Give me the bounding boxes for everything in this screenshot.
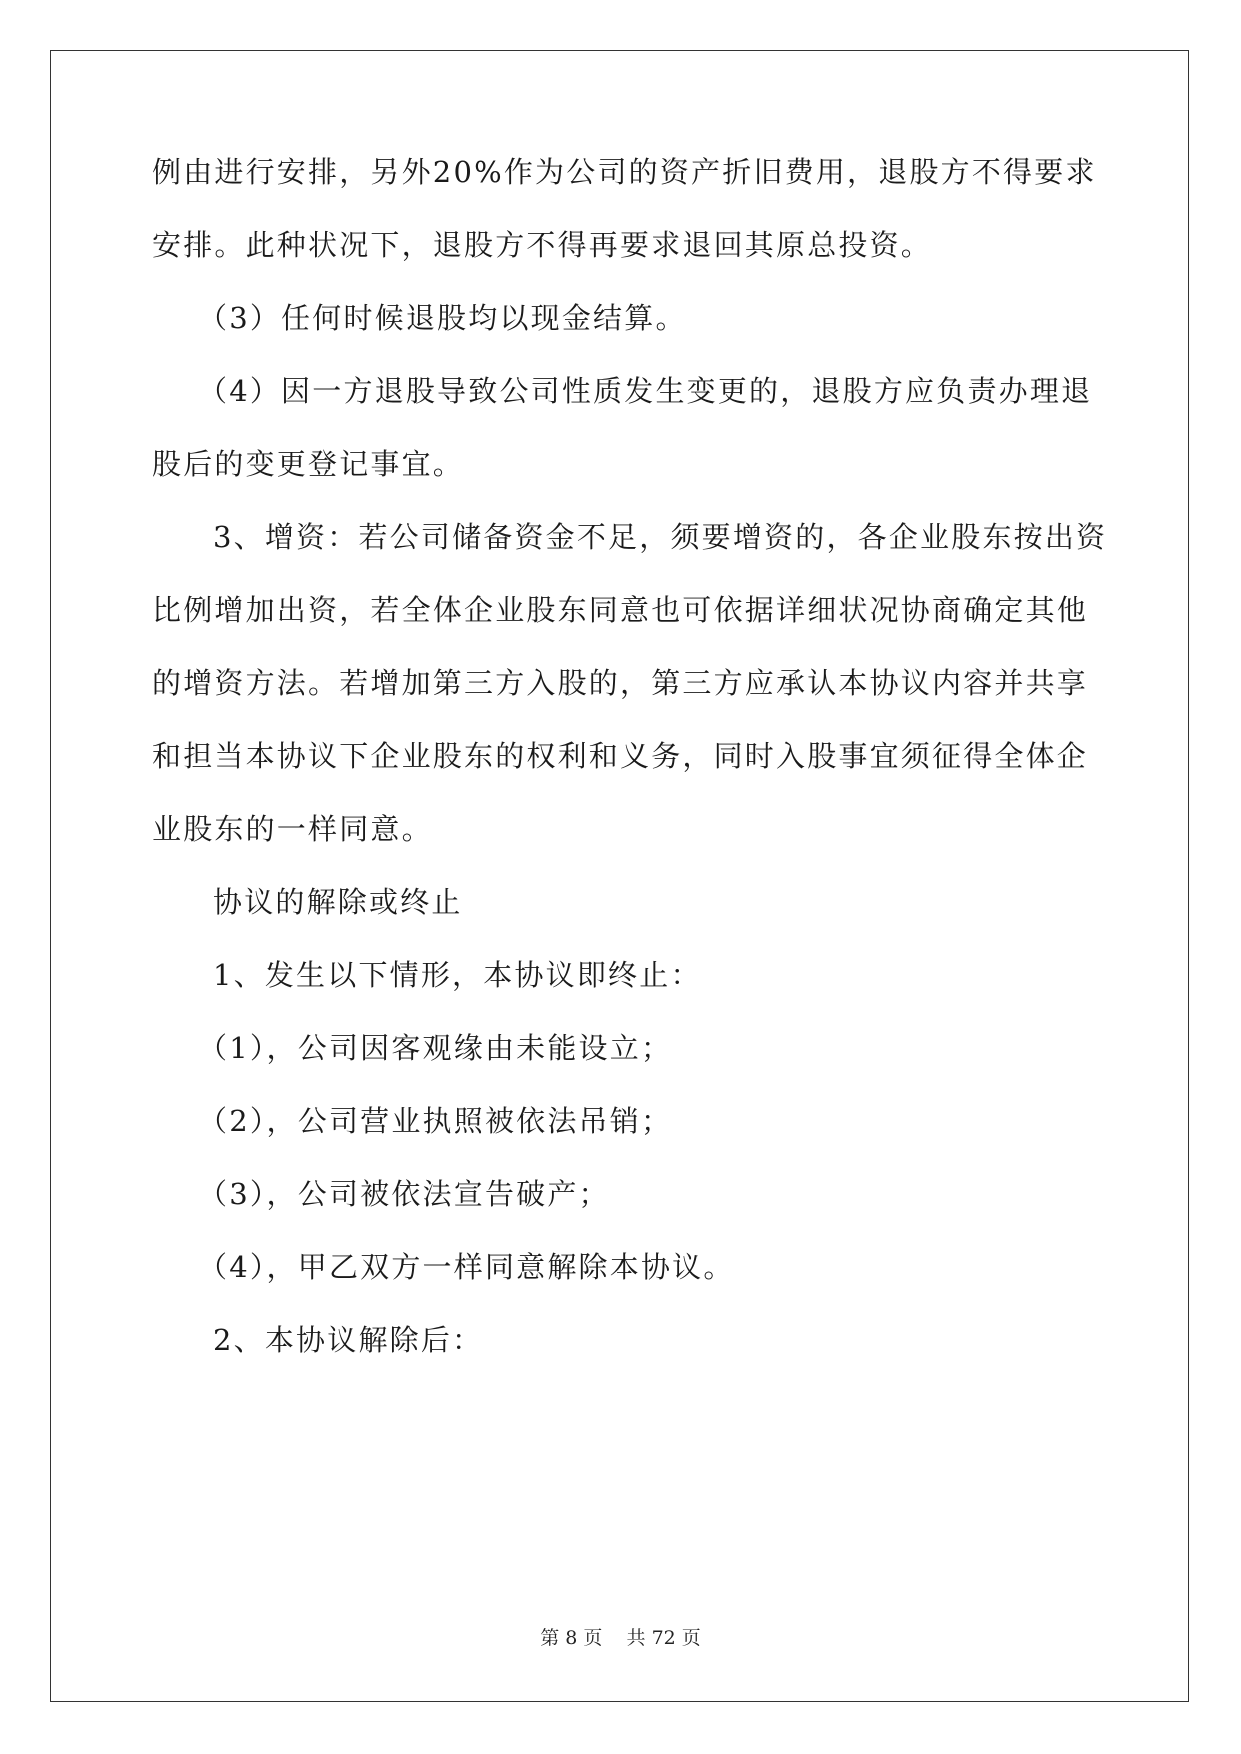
text-line: 3、增资：若公司储备资金不足，须要增资的，各企业股东按出资 bbox=[213, 520, 1108, 554]
text-line: 的增资方法。若增加第三方入股的，第三方应承认本协议内容并共享 bbox=[152, 666, 1089, 700]
text-line: 例由进行安排，另外20%作为公司的资产折旧费用，退股方不得要求 bbox=[152, 155, 1097, 189]
text-line: （3）任何时候退股均以现金结算。 bbox=[198, 301, 687, 335]
text-line: 1、发生以下情形，本协议即终止： bbox=[213, 958, 702, 992]
section-heading: 协议的解除或终止 bbox=[213, 885, 463, 919]
text-line: 2、本协议解除后： bbox=[213, 1323, 484, 1357]
text-line: 业股东的一样同意。 bbox=[152, 812, 433, 846]
text-line: 安排。此种状况下，退股方不得再要求退回其原总投资。 bbox=[152, 228, 933, 262]
text-line: 股后的变更登记事宜。 bbox=[152, 447, 465, 481]
text-line: （4）因一方退股导致公司性质发生变更的，退股方应负责办理退 bbox=[198, 374, 1093, 408]
page-number: 第 8 页 共 72 页 bbox=[540, 1627, 701, 1649]
text-line: （1），公司因客观缘由未能设立； bbox=[198, 1031, 673, 1065]
text-line: （2），公司营业执照被依法吊销； bbox=[198, 1104, 673, 1138]
text-line: 和担当本协议下企业股东的权利和义务，同时入股事宜须征得全体企 bbox=[152, 739, 1089, 773]
text-line: （4），甲乙双方一样同意解除本协议。 bbox=[198, 1250, 735, 1284]
text-line: 比例增加出资，若全体企业股东同意也可依据详细状况协商确定其他 bbox=[152, 593, 1089, 627]
text-line: （3），公司被依法宣告破产； bbox=[198, 1177, 610, 1211]
